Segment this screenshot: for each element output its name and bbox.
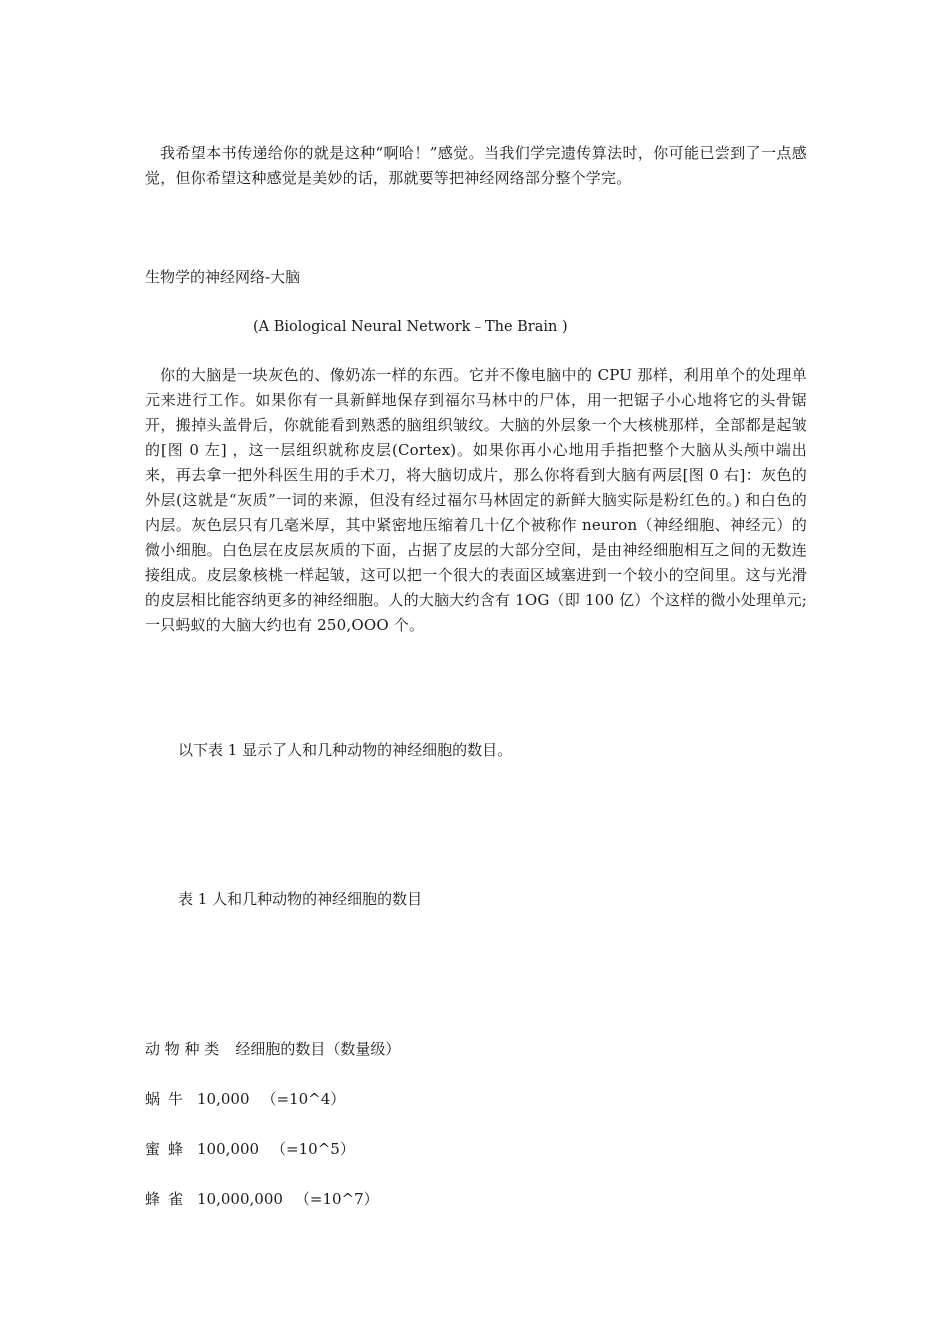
- section-subtitle: (A Biological Neural Network﹣The Brain ): [253, 319, 568, 335]
- species-name: 蜂雀: [145, 1190, 192, 1208]
- table-header-species: 动 物 种 类: [145, 1040, 220, 1058]
- table-header-count: 经细胞的数目（数量级）: [235, 1040, 401, 1058]
- neuron-count: 10,000: [197, 1090, 250, 1108]
- paragraph-aha-feeling: 我希望本书传递给你的就是这种“啊哈！”感觉。当我们学完遗传算法时，你可能已尝到了一点感觉，但你希望这种感觉是美妙的话，那就要等把神经网络部分整个学完。: [145, 144, 807, 187]
- species-name: 蜜蜂: [145, 1140, 192, 1158]
- table-intro-text: 以下表 1 显示了人和几种动物的神经细胞的数目。: [178, 741, 513, 759]
- table-row: [145, 1189, 379, 1209]
- table-row: [145, 1139, 355, 1159]
- neuron-count: 10,000,000: [197, 1190, 283, 1208]
- table-caption: 表 1 人和几种动物的神经细胞的数目: [178, 890, 423, 908]
- table-row: [145, 1089, 345, 1109]
- paragraph-brain-description: 你的大脑是一块灰色的、像奶冻一样的东西。它并不像电脑中的 CPU 那样，利用单个的处理单元来进行工作。如果你有一具新鲜地保存到福尔马林中的尸体，用一把锯子小心地将它的头骨锯开，搬掉头盖骨后，你就能看到熟悉的脑组织皱纹。大脑的外层象一个大核桃那样，全部都是起皱的[图 0 左] ，这一层组织就称皮层(Cortex)。如果你再小心地用手指把整个大脑从头颅中端出来，再去拿一把外科医生用的手术刀，将大脑切成片，那么你将看到大脑有两层[图 0 右]：灰色的外层(这就是“灰质”一词的来源，但没有经过福尔马林固定的新鲜大脑实际是粉红色的。) 和白色的内层。灰色层只有几毫米厚，其中紧密地压缩着几十亿个被称作 neuron（神经细胞、神经元）的微小细胞。白色层在皮层灰质的下面，占据了皮层的大部分空间，是由神经细胞相互之间的无数连接组成。皮层象核桃一样起皱，这可以把一个很大的表面区域塞进到一个较小的空间里。这与光滑的皮层相比能容纳更多的神经细胞。人的大脑大约含有 1OG（即 100 亿）个这样的微小处理单元;一只蚂蚁的大脑大约也有 250,OOO 个。: [145, 366, 807, 634]
- neuron-count: 100,000: [197, 1140, 260, 1158]
- section-title: 生物学的神经网络-大脑: [145, 268, 301, 286]
- order-of-magnitude: （=10^5）: [271, 1140, 355, 1158]
- order-of-magnitude: （=10^7）: [294, 1190, 379, 1208]
- species-name: 蜗牛: [145, 1090, 192, 1108]
- order-of-magnitude: （=10^4）: [261, 1090, 346, 1108]
- table-header-row: [145, 1039, 400, 1059]
